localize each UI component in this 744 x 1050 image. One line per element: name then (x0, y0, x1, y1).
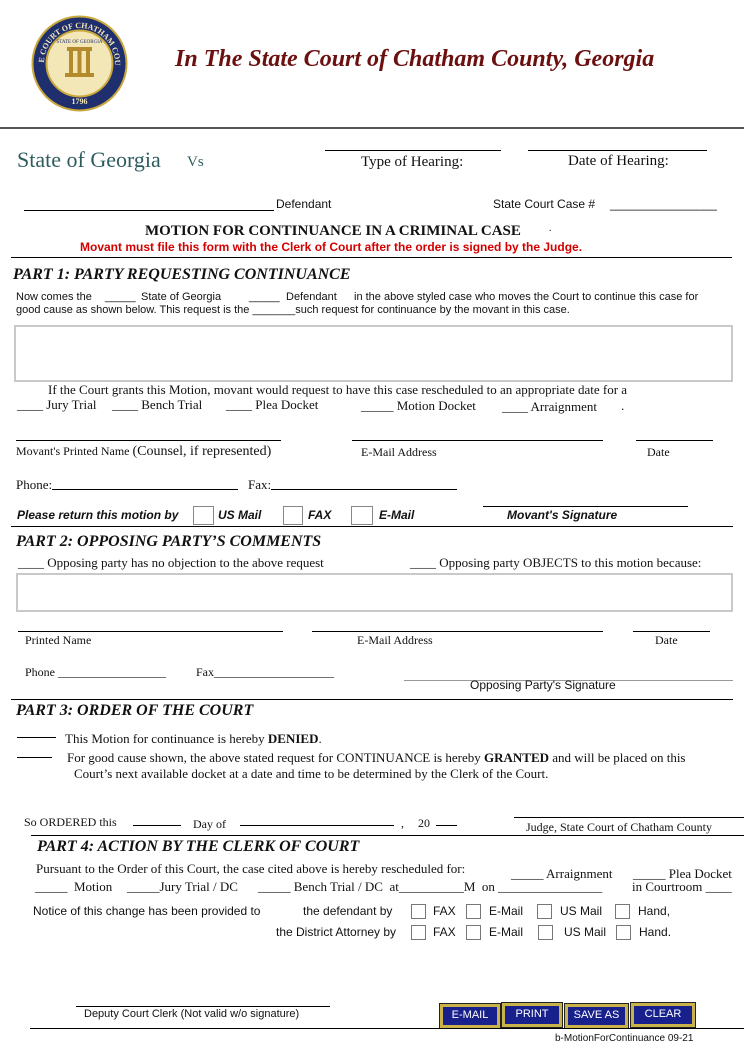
def-email-label: E-Mail (489, 904, 524, 918)
case-number-blank[interactable]: ________________ (610, 197, 717, 211)
save-as-button[interactable]: SAVE AS (565, 1004, 628, 1028)
clerk-signature-line[interactable] (76, 1006, 330, 1007)
part4-heading: PART 4: ACTION BY THE CLERK OF COURT (37, 838, 360, 855)
clerk-motion-option[interactable]: _____ Motion (35, 879, 113, 894)
da-hand-label: Hand. (639, 925, 672, 939)
denied-post: . (318, 731, 322, 746)
return-by-label: Please return this motion by (17, 508, 179, 522)
part2-heading: PART 2: OPPOSING PARTY’S COMMENTS (16, 533, 322, 550)
case-number-label: State Court Case # (493, 197, 596, 211)
date-of-hearing-line[interactable] (528, 150, 707, 151)
defendant-label: Defendant (276, 197, 332, 211)
defendant-blank[interactable]: _____ (249, 291, 280, 303)
opposing-email-line[interactable] (312, 631, 603, 632)
header-rule (0, 127, 744, 129)
granted-line2: Court’s next available docket at a date and time to be determined by the Clerk of the Court. (74, 766, 549, 781)
denied-word: DENIED (267, 731, 319, 746)
order-day-line[interactable] (133, 825, 181, 826)
movant-email-label: E-Mail Address (361, 445, 437, 459)
good-cause-textbox[interactable] (14, 325, 733, 382)
clear-button[interactable]: CLEAR (631, 1003, 695, 1027)
def-us-mail-checkbox[interactable] (537, 904, 552, 919)
caption-vs: Vs (187, 154, 204, 170)
movant-phone-line[interactable] (52, 489, 238, 490)
judge-signature-line[interactable] (514, 817, 744, 818)
denied-line[interactable] (17, 737, 56, 738)
def-fax-label: FAX (433, 904, 456, 918)
opposing-phone-label[interactable]: Phone __________________ (25, 665, 166, 679)
opposing-fax-label[interactable]: Fax____________________ (196, 665, 334, 679)
part4-rule (31, 835, 744, 836)
filing-notice: Movant must file this form with the Clerk of Court after the order is signed by the Judge. (80, 240, 583, 254)
return-email-label: E-Mail (379, 508, 415, 522)
arraignment-option[interactable]: ____ Arraignment (502, 399, 597, 414)
form-title: MOTION FOR CONTINUANCE IN A CRIMINAL CASE (145, 223, 521, 239)
opposing-date-label: Date (655, 633, 678, 647)
da-us-mail-checkbox[interactable] (538, 925, 553, 940)
plea-docket-label: Plea Docket (255, 397, 319, 412)
arraignment-label: Arraignment (530, 399, 597, 414)
counsel-text: (Counsel, if represented) (132, 444, 272, 459)
return-fax-label: FAX (308, 508, 332, 522)
da-us-mail-label: US Mail (564, 925, 607, 939)
arraignment-period: . (621, 398, 625, 413)
clerk-signature-label: Deputy Court Clerk (Not valid w/o signature) (84, 1008, 300, 1020)
jury-trial-option[interactable]: ____ Jury Trial (17, 397, 97, 412)
def-hand-checkbox[interactable] (615, 904, 630, 919)
form-id: b-MotionForContinuance 09-21 (555, 1033, 694, 1044)
judge-label: Judge, State Court of Chatham County (526, 820, 712, 834)
order-year-line[interactable] (436, 825, 457, 826)
type-of-hearing-label: Type of Hearing: (361, 154, 464, 170)
part1-heading: PART 1: PARTY REQUESTING CONTINUANCE (13, 266, 351, 283)
objection-reason-textbox[interactable] (16, 573, 733, 612)
date-of-hearing-label: Date of Hearing: (568, 153, 669, 169)
motion-intro-line2: good cause as shown below. This request is the _______such request for continuance by the movant in this case. (16, 304, 570, 316)
grant-request-text: If the Court grants this Motion, movant would request to have this case rescheduled to an appropriate date for a (48, 382, 628, 397)
da-fax-label: FAX (433, 925, 456, 939)
pursuant-text: Pursuant to the Order of this Court, the case cited above is hereby rescheduled for: (36, 861, 466, 876)
order-month-line[interactable] (240, 825, 394, 826)
part3-heading: PART 3: ORDER OF THE COURT (16, 702, 254, 719)
movant-date-label: Date (647, 445, 670, 459)
motion-docket-option[interactable]: _____ Motion Docket (361, 398, 476, 413)
state-blank[interactable]: _____ (105, 291, 136, 303)
no-objection-option[interactable]: ____ Opposing party has no objection to the above request (18, 555, 324, 570)
def-us-mail-label: US Mail (560, 904, 603, 918)
caption-state: State of Georgia (17, 147, 161, 172)
movant-fax-line[interactable] (271, 489, 457, 490)
movant-signature-label: Movant's Signature (507, 508, 618, 522)
seal-inner-text: STATE OF GEORGIA (56, 40, 103, 45)
plea-docket-option[interactable]: ____ Plea Docket (226, 397, 319, 412)
notice-provided-label: Notice of this change has been provided to (33, 904, 261, 918)
so-ordered-label: So ORDERED this (24, 815, 117, 829)
type-of-hearing-line[interactable] (325, 150, 501, 151)
da-email-checkbox[interactable] (466, 925, 481, 940)
opposing-date-line[interactable] (633, 631, 710, 632)
da-by-label: the District Attorney by (276, 925, 397, 939)
opposing-name-line[interactable] (18, 631, 283, 632)
da-fax-checkbox[interactable] (411, 925, 426, 940)
denied-text (65, 731, 322, 747)
courtroom-field[interactable]: in Courtroom ____ (632, 879, 732, 894)
state-label: State of Georgia (141, 291, 222, 303)
movant-fax-label: Fax: (248, 477, 272, 492)
no-objection-label: Opposing party has no objection to the above request (47, 555, 324, 570)
return-us-mail-label: US Mail (218, 508, 262, 522)
motion-intro-text: in the above styled case who moves the Court to continue this case for (354, 291, 699, 303)
jury-trial-label: Jury Trial (46, 397, 97, 412)
granted-pre: For good cause shown, the above stated request for CONTINUANCE is hereby (67, 750, 481, 765)
granted-line[interactable] (17, 757, 52, 758)
movant-phone-label: Phone: (16, 477, 53, 492)
seal-outer-text: E COURT OF CHATHAM COU (36, 20, 123, 66)
defendant-line[interactable] (24, 210, 274, 211)
da-hand-checkbox[interactable] (616, 925, 631, 940)
order-comma: , (401, 816, 404, 830)
clerk-arraignment-option[interactable]: _____ Arraignment (511, 866, 613, 881)
form-title-mark: . (549, 223, 552, 234)
opposing-email-label: E-Mail Address (357, 633, 433, 647)
order-year-prefix: 20 (418, 816, 430, 830)
movant-name-line[interactable] (16, 440, 281, 441)
objects-label: Opposing party OBJECTS to this motion because: (439, 555, 702, 570)
email-button[interactable]: E-MAIL (440, 1004, 500, 1028)
granted-word: GRANTED (484, 750, 550, 765)
day-of-label: Day of (193, 817, 226, 831)
part2-rule (11, 526, 733, 527)
clerk-jury-option[interactable]: _____Jury Trial / DC (127, 879, 238, 894)
def-email-checkbox[interactable] (466, 904, 481, 919)
opposing-signature-label: Opposing Party's Signature (470, 678, 616, 692)
defendant-by-label: the defendant by (303, 904, 393, 918)
bench-trial-label: Bench Trial (141, 397, 203, 412)
movant-email-line[interactable] (352, 440, 603, 441)
opposing-name-label: Printed Name (25, 633, 92, 647)
granted-post: and will be placed on this (552, 750, 686, 765)
clerk-bench-option[interactable]: _____ Bench Trial / DC at__________M on ________________ (258, 879, 603, 894)
print-button[interactable]: PRINT (502, 1003, 562, 1027)
return-fax-checkbox[interactable] (283, 506, 303, 525)
objects-option[interactable]: ____ Opposing party OBJECTS to this motion because: (410, 555, 702, 570)
movant-name-label (16, 444, 271, 460)
defendant-text: Defendant (286, 291, 337, 303)
movant-signature-line[interactable] (483, 506, 688, 507)
denied-pre: This Motion for continuance is hereby (65, 731, 265, 746)
footer-rule (30, 1028, 744, 1029)
clerk-plea-option[interactable]: _____ Plea Docket (633, 866, 732, 881)
da-email-label: E-Mail (489, 925, 524, 939)
def-fax-checkbox[interactable] (411, 904, 426, 919)
return-us-mail-checkbox[interactable] (193, 506, 214, 525)
seal-year: 1796 (71, 97, 88, 106)
part3-rule (11, 699, 733, 700)
court-seal (31, 15, 128, 112)
granted-text (67, 750, 685, 766)
now-comes-text: Now comes the (16, 291, 92, 303)
movant-name-text: Movant's Printed Name (16, 444, 130, 458)
bench-trial-option[interactable]: ____ Bench Trial (112, 397, 203, 412)
movant-date-line[interactable] (636, 440, 713, 441)
court-title: In The State Court of Chatham County, Georgia (175, 46, 655, 72)
return-email-checkbox[interactable] (351, 506, 373, 525)
motion-docket-label: Motion Docket (396, 398, 476, 413)
def-hand-label: Hand, (638, 904, 671, 918)
part1-rule (11, 257, 732, 258)
